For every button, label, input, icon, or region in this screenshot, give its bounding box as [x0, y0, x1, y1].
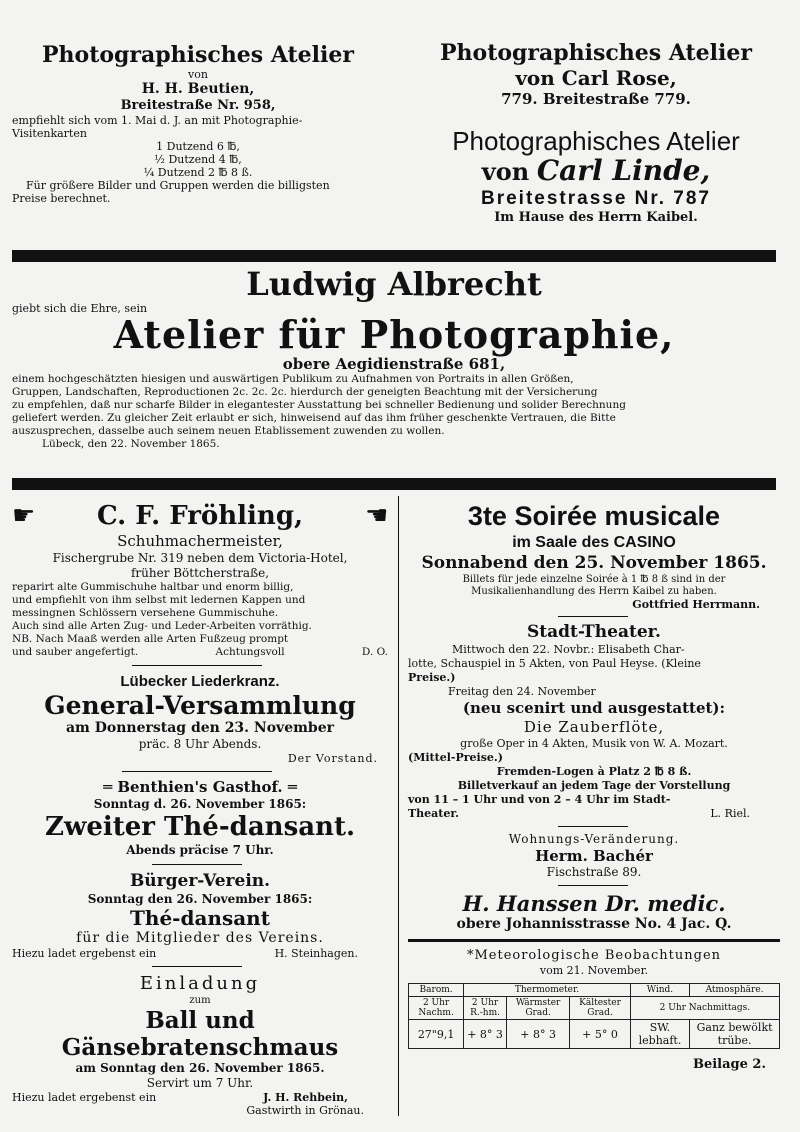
divider-short-2	[122, 771, 272, 772]
weather-s-2uhr: 2 Uhr R.-hm.	[464, 997, 507, 1020]
ad-beutien-text4: Preise berechnet.	[12, 192, 111, 205]
ad-albrecht-line3: zu empfehlen, daß nur scharfe Bilder in elegantester Ausstattung bei schneller Bedienung und solider Berechnung	[12, 399, 626, 411]
ad-ball	[12, 973, 388, 1117]
ad-benthien-time: Abends präcise 7 Uhr.	[126, 843, 274, 857]
ad-froehling-l7: NB. Nach Maaß werden alle Arten Fußzeug prompt	[12, 633, 289, 645]
ad-froehling-trade: Schuhmachermeister,	[117, 532, 283, 550]
ad-froehling-l1: Fischergrube Nr. 319 neben dem Victoria-Hotel,	[52, 551, 348, 565]
ad-hanssen	[408, 891, 780, 933]
weather-h-atmos: Atmosphäre.	[690, 984, 780, 997]
weather-section	[408, 948, 780, 1073]
ad-bacher-title: Wohnungs-Veränderung.	[508, 832, 680, 846]
ad-benthien-headline: Zweiter Thé-dansant.	[44, 812, 356, 842]
footer-beilage: Beilage 2.	[692, 1057, 766, 1072]
weather-v-t3: + 5° 0	[570, 1020, 631, 1049]
weather-value-row	[409, 1020, 780, 1049]
weather-h-barom: Barom.	[409, 984, 464, 997]
ad-ball-headline: Ball und Gänsebratenschmaus	[61, 1007, 339, 1061]
weather-s-waermster: Wärmster Grad.	[506, 997, 569, 1020]
ad-albrecht-date: Lübeck, den 22. November 1865.	[42, 438, 220, 450]
ad-linde-von: von	[481, 157, 530, 186]
ad-bacher-address: Fischstraße 89.	[546, 865, 642, 879]
ad-linde-address: Breitestrasse Nr. 787	[480, 188, 711, 209]
ad-albrecht-line5: auszusprechen, dasselbe auch seinem neuen Etablissement zuwenden zu wollen.	[12, 425, 445, 437]
ad-theater-l4: Freitag den 24. November	[448, 685, 596, 698]
ad-albrecht-name: Ludwig Albrecht	[246, 265, 542, 303]
ad-bacher-name: Herm. Bachér	[535, 847, 653, 865]
ad-soiree-venue: im Saale des CASINO	[512, 534, 676, 551]
ad-albrecht-intro: giebt sich die Ehre, sein	[12, 302, 148, 315]
ad-ball-zum: zum	[189, 995, 211, 1006]
ad-rose-name: von Carl Rose,	[515, 66, 677, 90]
ad-soiree	[408, 500, 780, 611]
weather-h-wind: Wind.	[630, 984, 689, 997]
ad-beutien-text3: Für größere Bilder und Gruppen werden die billigsten	[26, 179, 330, 192]
ad-ball-date: am Sonntag den 26. November 1865.	[75, 1061, 325, 1075]
divider-thick	[12, 250, 776, 262]
ad-albrecht-address: obere Aegidienstraße 681,	[282, 355, 506, 373]
ad-theater-l10: Billetverkauf an jedem Tage der Vorstellung	[457, 779, 731, 792]
ad-beutien-von: von	[188, 68, 208, 81]
weather-table	[408, 983, 780, 1049]
double-dash-icon: ═	[103, 778, 118, 796]
ad-liederkranz-headline: General-Versammlung	[44, 691, 356, 720]
ad-albrecht-line2: Gruppen, Landschaften, Reproductionen 2c. 2c. 2c. hierdurch der geneigten Beachtung mit der Versicherung	[12, 386, 598, 398]
ad-theater-l3: Preise.)	[408, 671, 456, 684]
ad-soiree-date: Sonnabend den 25. November 1865.	[421, 553, 767, 573]
ad-bacher	[408, 832, 780, 880]
left-column	[12, 500, 388, 1117]
pointing-hand-right-icon: ☛	[12, 501, 36, 531]
divider-short-7	[558, 885, 628, 886]
ad-liederkranz-date: am Donnerstag den 23. November	[65, 720, 334, 736]
ad-soiree-l2: Musikalienhandlung des Herrn Kaibel zu haben.	[471, 586, 717, 597]
ad-buerger	[12, 871, 388, 960]
ad-soiree-l1: Billets für jede einzelne Soirée à 1 ℔ 8 ß sind in der	[462, 574, 726, 585]
ad-linde-title: Photographisches Atelier	[452, 126, 740, 156]
ad-beutien-price3: ¼ Dutzend 2 ℔ 8 ß.	[143, 166, 253, 179]
ad-linde-house: Im Hause des Herrn Kaibel.	[494, 210, 698, 225]
ad-soiree-sign: Gottfried Herrmann.	[632, 598, 760, 611]
ad-benthien-date: Sonntag d. 26. November 1865:	[93, 797, 307, 811]
ad-albrecht-title: Atelier für Photographie,	[113, 312, 675, 357]
ad-beutien-title: Photographisches Atelier	[42, 42, 354, 68]
divider-short-6	[558, 826, 628, 827]
ad-liederkranz-title: Lübecker Liederkranz.	[120, 673, 280, 690]
weather-s-kaeltester: Kältester Grad.	[570, 997, 631, 1020]
ad-froehling-l2: früher Böttcherstraße,	[130, 566, 270, 580]
ad-theater-l1: Mittwoch den 22. Novbr.: Elisabeth Char-	[452, 643, 685, 656]
ad-theater-l5: (neu scenirt und ausgestattet):	[462, 699, 726, 717]
weather-h-thermo: Thermometer.	[464, 984, 631, 997]
ad-froehling-name: C. F. Fröhling,	[96, 501, 304, 531]
ad-buerger-members: für die Mitglieder des Vereins.	[76, 930, 324, 946]
ad-theater-l12: Theater.	[408, 807, 460, 820]
ad-benthien	[12, 778, 388, 858]
ad-theater	[408, 622, 780, 821]
ad-froehling-l5: messingnen Schlössern versehene Gummischuhe.	[12, 607, 279, 619]
ad-theater-l11: von 11 – 1 Uhr und von 2 – 4 Uhr im Stadt-	[408, 793, 671, 806]
ad-ball-served: Servirt um 7 Uhr.	[146, 1076, 254, 1090]
weather-v-barom: 27"9,1	[409, 1020, 464, 1049]
ad-beutien-text2: Visitenkarten	[12, 127, 87, 140]
ad-benthien-title: Benthien's Gasthof.	[117, 778, 283, 796]
ad-albrecht-line4: geliefert werden. Zu gleicher Zeit erlaubt er sich, hinweisend auf das ihm früher geschenkte Vertrauen, die Bitte	[12, 412, 616, 424]
weather-v-wind: SW. lebhaft.	[630, 1020, 689, 1049]
ad-buerger-title: Bürger-Verein.	[129, 871, 271, 891]
ad-soiree-title: 3te Soirée musicale	[467, 501, 721, 531]
weather-date: vom 21. November.	[539, 964, 649, 977]
ad-beutien-price2: ½ Dutzend 4 ℔,	[154, 153, 242, 166]
ad-ball-sign1: J. H. Rehbein,	[263, 1091, 348, 1104]
ad-liederkranz-time: präc. 8 Uhr Abends.	[138, 737, 262, 751]
weather-s-time: 2 Uhr Nachm.	[409, 997, 464, 1020]
ad-hanssen-name: H. Hanssen Dr. medic.	[462, 891, 726, 916]
weather-v-t1: + 8° 3	[464, 1020, 507, 1049]
ad-beutien-price1: 1 Dutzend 6 ℔,	[156, 140, 240, 153]
ad-theater-l7: große Oper in 4 Akten, Musik von W. A. Mozart.	[460, 737, 728, 750]
ad-rose-address: 779. Breitestraße 779.	[501, 90, 691, 108]
ad-froehling-l3: reparirt alte Gummischuhe haltbar und enorm billig,	[12, 581, 294, 593]
ad-buerger-invite: Hiezu ladet ergebenst ein	[12, 947, 157, 960]
weather-v-t2: + 8° 3	[506, 1020, 569, 1049]
ad-theater-l6: Die Zauberflöte,	[523, 718, 665, 736]
ad-theater-sign: L. Riel.	[710, 807, 750, 820]
divider-short-5	[558, 616, 628, 617]
divider-thick-2	[12, 478, 776, 490]
column-divider	[398, 496, 399, 1116]
right-column	[408, 500, 780, 1073]
ad-liederkranz-sign: Der Vorstand.	[287, 752, 378, 765]
ad-albrecht	[12, 266, 776, 451]
ad-ball-sign2: Gastwirth in Grönau.	[246, 1104, 364, 1117]
ad-beutien-name: H. H. Beutien,	[141, 81, 255, 97]
ad-theater-title: Stadt-Theater.	[527, 622, 661, 642]
weather-subheader-row	[409, 997, 780, 1020]
ad-linde	[404, 126, 788, 226]
ad-liederkranz	[12, 672, 388, 765]
double-dash-icon-2: ═	[282, 778, 297, 796]
pointing-hand-left-icon: ☛	[364, 501, 388, 531]
ad-froehling-l8: und sauber angefertigt.	[12, 646, 139, 658]
ad-theater-l8: (Mittel-Preise.)	[408, 751, 503, 764]
ad-froehling-l8b: Achtungsvoll	[215, 646, 285, 658]
ad-theater-l2: lotte, Schauspiel in 5 Akten, von Paul Heyse. (Kleine	[408, 657, 701, 670]
divider-short-4	[152, 966, 242, 967]
ad-froehling	[12, 500, 388, 659]
ad-buerger-date: Sonntag den 26. November 1865:	[87, 892, 313, 906]
ad-beutien-address: Breitestraße Nr. 958,	[120, 98, 276, 113]
ad-beutien	[12, 42, 384, 205]
ad-hanssen-address: obere Johannisstrasse No. 4 Jac. Q.	[456, 916, 732, 932]
divider-short	[132, 665, 262, 666]
ad-theater-l9: Fremden-Logen à Platz 2 ℔ 8 ß.	[496, 765, 692, 778]
ad-rose	[404, 40, 788, 108]
ad-ball-title: Einladung	[139, 973, 261, 994]
ad-froehling-l8c: D. O.	[361, 646, 388, 658]
ad-froehling-l4: und empfiehlt von ihm selbst mit ledernen Kappen und	[12, 594, 306, 606]
ad-buerger-headline: Thé-dansant	[130, 906, 270, 930]
weather-title: *Meteorologische Beobachtungen	[466, 948, 722, 963]
ad-albrecht-line1: einem hochgeschätzten hiesigen und auswärtigen Publikum zu Aufnahmen von Portraits in allen Größen,	[12, 373, 574, 385]
divider-thick-3	[408, 939, 780, 942]
weather-v-atmos: Ganz bewölkt trübe.	[690, 1020, 780, 1049]
ad-beutien-text1: empfiehlt sich vom 1. Mai d. J. an mit Photographie-	[12, 114, 303, 127]
ad-froehling-l6: Auch sind alle Arten Zug- und Leder-Arbeiten vorräthig.	[12, 620, 312, 632]
weather-s-nachm: 2 Uhr Nachmittags.	[630, 997, 779, 1020]
ad-ball-invite: Hiezu ladet ergebenst ein	[12, 1091, 157, 1104]
ad-buerger-sign: H. Steinhagen.	[274, 947, 358, 960]
divider-short-3	[152, 864, 242, 865]
weather-header-row	[409, 984, 780, 997]
ad-linde-name: Carl Linde,	[536, 154, 711, 187]
ad-rose-title: Photographisches Atelier	[440, 40, 752, 66]
